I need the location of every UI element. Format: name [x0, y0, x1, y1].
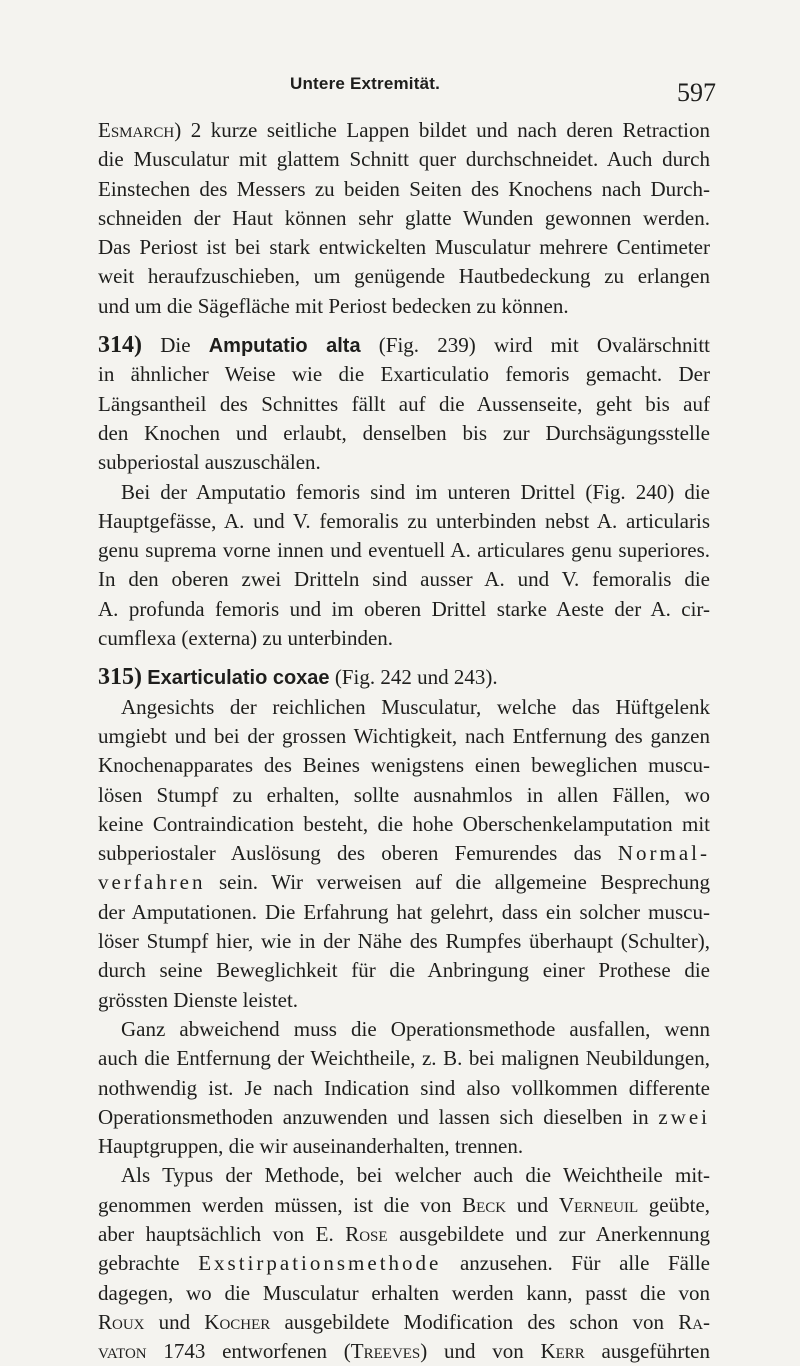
- body-text: [98, 116, 710, 1366]
- text-line: schneiden der Haut können sehr glatte Wunden gewonnen werden.: [98, 205, 710, 230]
- text-line: Roux und Kocher ausgebildete Modification des schon von Ra-: [98, 1309, 711, 1334]
- text-line: Hauptgruppen, die wir auseinanderhalten, trennen.: [98, 1134, 524, 1159]
- text-line: umgiebt und bei der grossen Wichtigkeit, nach Entfernung des ganzen: [98, 723, 710, 748]
- section-number: 314): [98, 332, 142, 359]
- text-line: löser Stumpf hier, wie in der Nähe des Rumpfes überhaupt (Schulter),: [98, 929, 710, 954]
- text-line: und um die Sägefläche mit Periost bedecken zu können.: [98, 293, 569, 318]
- section-heading-line: 315) Exarticulatio coxae (Fig. 242 und 243).: [98, 664, 498, 691]
- text-line: Das Periost ist bei stark entwickelten Musculatur mehrere Centimeter: [98, 235, 710, 260]
- text-line: keine Contraindication besteht, die hohe Oberschenkelamputation mit: [98, 811, 710, 836]
- text-line: dagegen, wo die Musculatur erhalten werden kann, passt die von: [98, 1280, 710, 1305]
- text-line: Als Typus der Methode, bei welcher auch die Weichtheile mit-: [121, 1163, 710, 1188]
- section-315-exarticulatio-coxae: [98, 663, 710, 1366]
- text-line: subperiostaler Auslösung des oberen Femurendes das Normal-: [98, 841, 710, 866]
- section-term: Amputatio alta: [208, 335, 361, 358]
- section-number: 315): [98, 664, 142, 691]
- page-header: [0, 74, 800, 114]
- text-line: Esmarch) 2 kurze seitliche Lappen bildet und nach deren Retraction: [98, 118, 710, 142]
- text-line: grössten Dienste leistet.: [98, 987, 299, 1012]
- section-314-amputatio-alta: [98, 331, 710, 653]
- text-line: Ganz abweichend muss die Operationsmethode ausfallen, wenn: [121, 1016, 710, 1041]
- running-title: Untere Extremität.: [290, 74, 441, 93]
- text-line: Angesichts der reichlichen Musculatur, welche das Hüftgelenk: [121, 694, 710, 719]
- text-line: der Amputationen. Die Erfahrung hat gelehrt, dass ein solcher muscu-: [98, 899, 710, 924]
- text-line: durch seine Beweglichkeit für die Anbringung einer Prothese die: [98, 958, 710, 983]
- text-line: Hauptgefässe, A. und V. femoralis zu unterbinden nebst A. articularis: [98, 508, 710, 533]
- text-line: Operationsmethoden anzuwenden und lassen sich dieselben in zwei: [98, 1104, 711, 1129]
- text-line: cumflexa (externa) zu unterbinden.: [98, 626, 394, 651]
- text-line: genu suprema vorne innen und eventuell A. articulares genu superiores.: [98, 538, 710, 563]
- text-line: den Knochen und erlaubt, denselben bis zur Durchsägungsstelle: [98, 420, 710, 445]
- text-line: A. profunda femoris und im oberen Drittel starke Aeste der A. cir-: [98, 596, 710, 621]
- text-line: nothwendig ist. Je nach Indication sind also vollkommen differente: [98, 1075, 710, 1100]
- text-line: genommen werden müssen, ist die von Beck und Verneuil geübte,: [98, 1192, 711, 1217]
- section-heading-line: 314) Die Amputatio alta (Fig. 239) wird mit Ovalärschnitt: [98, 332, 710, 359]
- text-line: gebrachte Exstirpationsmethode anzusehen. Für alle Fälle: [98, 1251, 710, 1276]
- text-line: Bei der Amputatio femoris sind im unteren Drittel (Fig. 240) die: [121, 479, 710, 504]
- text-line: die Musculatur mit glattem Schnitt quer durchschneidet. Auch durch: [98, 147, 710, 172]
- text-line: in ähnlicher Weise wie die Exarticulatio femoris gemacht. Der: [98, 362, 710, 387]
- text-line: In den oberen zwei Dritteln sind ausser A. und V. femoralis die: [98, 567, 710, 592]
- text-line: auch die Entfernung der Weichtheile, z. B. bei malignen Neubildungen,: [98, 1046, 710, 1071]
- text-line: verfahren sein. Wir verweisen auf die allgemeine Besprechung: [98, 870, 711, 895]
- text-line: Längsantheil des Schnittes fällt auf die Aussenseite, geht bis auf: [98, 391, 710, 416]
- paragraph-esmarch: [98, 116, 710, 321]
- text-line: Einstechen des Messers zu beiden Seiten des Knochens nach Durch-: [98, 176, 710, 201]
- text-line: aber hauptsächlich von E. Rose ausgebildete und zur Anerkennung: [98, 1221, 711, 1246]
- page-number: 597: [677, 78, 716, 107]
- text-line: weit heraufzuschieben, um genügende Hautbedeckung zu erlangen: [98, 264, 710, 289]
- text-line: subperiostal auszuschälen.: [98, 450, 321, 475]
- section-term: Exarticulatio coxae: [147, 667, 330, 690]
- text-line: vaton 1743 entworfenen (Treeves) und von Kerr ausgeführten: [98, 1339, 711, 1364]
- text-line: lösen Stumpf zu erhalten, sollte ausnahmlos in allen Fällen, wo: [98, 782, 710, 807]
- text-line: Knochenapparates des Beines wenigstens einen beweglichen muscu-: [98, 753, 710, 778]
